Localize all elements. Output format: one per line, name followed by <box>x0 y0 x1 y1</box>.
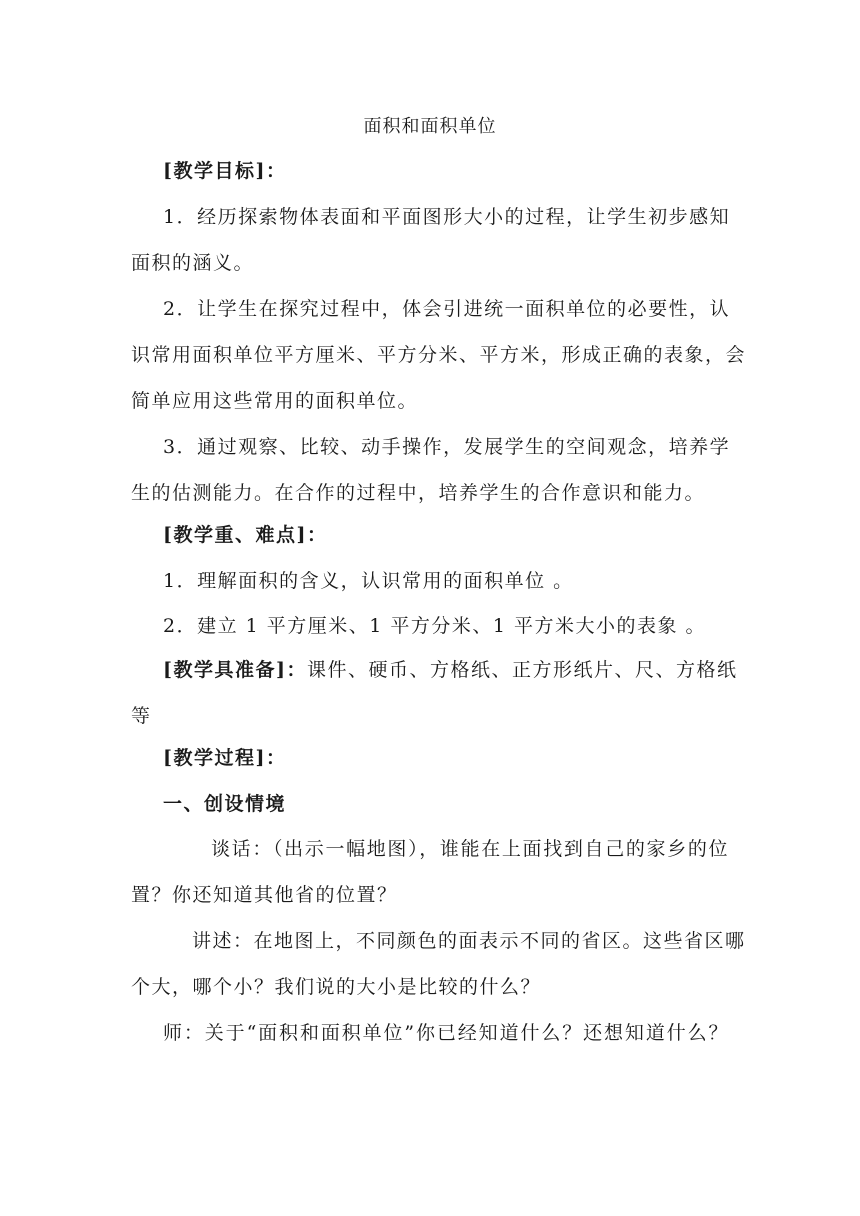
teacher-line: 师：关于“面积和面积单位”你已经知道什么？还想知道什么？ <box>163 1022 729 1044</box>
talk-line-2: 置？你还知道其他省的位置？ <box>131 884 398 906</box>
process-heading: [教学过程]： <box>163 747 287 769</box>
narrate-line-2: 个大，哪个小？我们说的大小是比较的什么？ <box>131 976 542 998</box>
prep-line <box>163 658 738 682</box>
objective-2-line-2: 识常用面积单位平方厘米、平方分米、平方米，形成正确的表象，会 <box>131 344 747 366</box>
prep-items-continued: 等 <box>131 705 152 727</box>
page-title: 面积和面积单位 <box>363 116 497 137</box>
prep-items: 课件、硬币、方格纸、正方形纸片、尺、方格纸 <box>306 659 738 681</box>
talk-line-1: 谈话：（出示一幅地图），谁能在上面找到自己的家乡的位 <box>211 838 729 860</box>
narrate-line-1: 讲述：在地图上，不同颜色的面表示不同的省区。这些省区哪 <box>192 930 746 952</box>
step-1-heading: 一、创设情境 <box>163 793 287 815</box>
keypoint-1: 1．理解面积的含义，认识常用的面积单位 。 <box>163 570 574 592</box>
objective-1-line-2: 面积的涵义。 <box>131 252 255 274</box>
keypoints-heading: [教学重、难点]： <box>163 524 328 546</box>
objective-3-line-2: 生的估测能力。在合作的过程中，培养学生的合作意识和能力。 <box>131 482 706 504</box>
objective-1-line-1: 1．经历探索物体表面和平面图形大小的过程，让学生初步感知 <box>163 206 731 228</box>
objectives-heading: [教学目标]： <box>163 160 287 182</box>
objective-2-line-3: 简单应用这些常用的面积单位。 <box>131 390 419 412</box>
objective-3-line-1: 3．通过观察、比较、动手操作，发展学生的空间观念，培养学 <box>163 436 731 458</box>
objective-2-line-1: 2．让学生在探究过程中，体会引进统一面积单位的必要性，认 <box>163 298 731 320</box>
prep-heading: [教学具准备]： <box>163 659 307 681</box>
keypoint-2: 2．建立 1 平方厘米、1 平方分米、1 平方米大小的表象 。 <box>163 615 707 637</box>
